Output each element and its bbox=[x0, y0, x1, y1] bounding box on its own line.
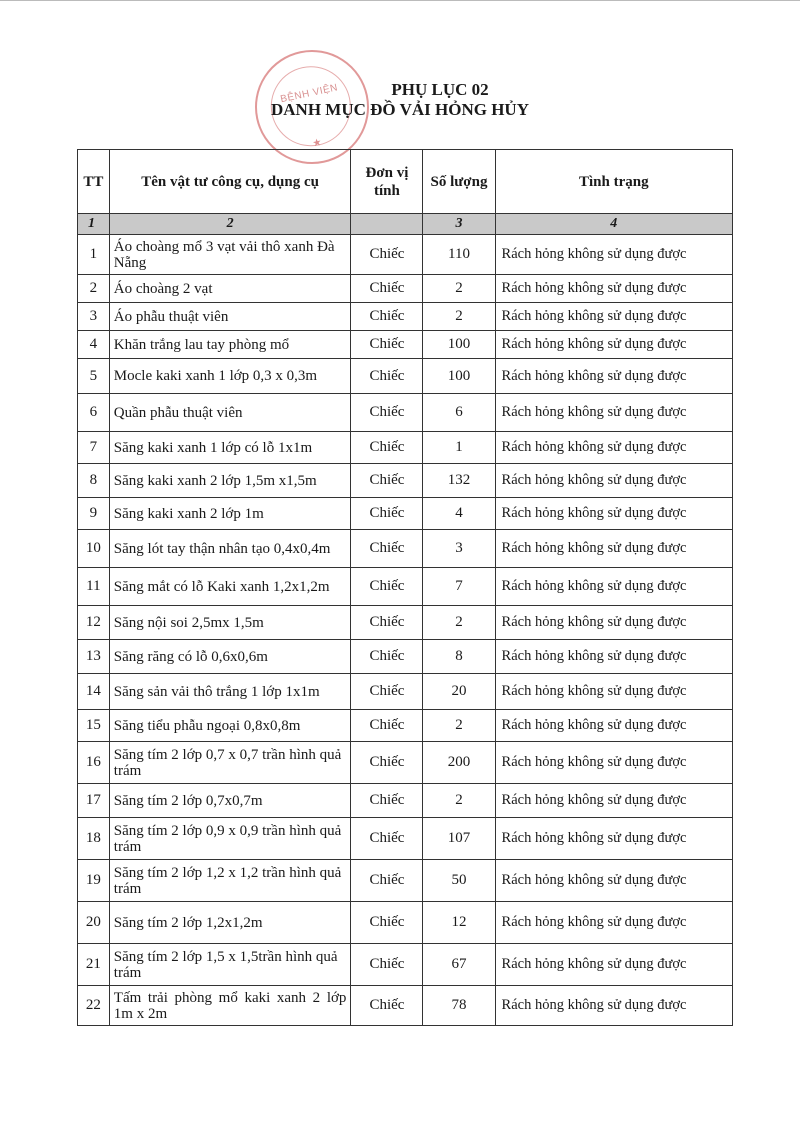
item-status: Rách hỏng không sử dụng được bbox=[495, 235, 732, 275]
row-number: 8 bbox=[78, 464, 110, 498]
item-name: Săng tím 2 lớp 0,7x0,7m bbox=[109, 784, 351, 818]
item-name: Săng lót tay thận nhân tạo 0,4x0,4m bbox=[109, 530, 351, 568]
item-name: Săng kaki xanh 1 lớp có lỗ 1x1m bbox=[109, 432, 351, 464]
item-status: Rách hỏng không sử dụng được bbox=[495, 986, 732, 1026]
scan-edge-line bbox=[0, 0, 800, 1]
table-row bbox=[78, 710, 733, 742]
table-row bbox=[78, 742, 733, 784]
item-name: Săng mắt có lỗ Kaki xanh 1,2x1,2m bbox=[109, 568, 351, 606]
item-quantity: 12 bbox=[423, 902, 495, 944]
item-name: Áo choàng 2 vạt bbox=[109, 275, 351, 303]
item-status: Rách hỏng không sử dụng được bbox=[495, 742, 732, 784]
item-name: Mocle kaki xanh 1 lớp 0,3 x 0,3m bbox=[109, 359, 351, 394]
list-title: DANH MỤC ĐỒ VẢI HỎNG HỦY bbox=[271, 100, 529, 119]
item-name: Quần phẫu thuật viên bbox=[109, 394, 351, 432]
header-unit: Đơn vị tính bbox=[351, 150, 423, 214]
table-body bbox=[78, 235, 733, 1026]
item-status: Rách hỏng không sử dụng được bbox=[495, 568, 732, 606]
item-unit: Chiếc bbox=[351, 606, 423, 640]
item-status: Rách hỏng không sử dụng được bbox=[495, 710, 732, 742]
row-number: 6 bbox=[78, 394, 110, 432]
item-status: Rách hỏng không sử dụng được bbox=[495, 674, 732, 710]
item-quantity: 2 bbox=[423, 710, 495, 742]
row-number: 9 bbox=[78, 498, 110, 530]
table-row bbox=[78, 303, 733, 331]
item-status: Rách hỏng không sử dụng được bbox=[495, 902, 732, 944]
item-status: Rách hỏng không sử dụng được bbox=[495, 530, 732, 568]
item-unit: Chiếc bbox=[351, 275, 423, 303]
item-quantity: 8 bbox=[423, 640, 495, 674]
item-quantity: 50 bbox=[423, 860, 495, 902]
item-unit: Chiếc bbox=[351, 986, 423, 1026]
items-table bbox=[77, 149, 733, 1026]
item-unit: Chiếc bbox=[351, 902, 423, 944]
row-number: 13 bbox=[78, 640, 110, 674]
item-name: Săng tím 2 lớp 0,9 x 0,9 trần hình quả trám bbox=[109, 818, 351, 860]
column-index-row bbox=[78, 214, 733, 235]
item-unit: Chiếc bbox=[351, 303, 423, 331]
row-number: 20 bbox=[78, 902, 110, 944]
table-row bbox=[78, 331, 733, 359]
item-quantity: 2 bbox=[423, 275, 495, 303]
item-quantity: 1 bbox=[423, 432, 495, 464]
item-status: Rách hỏng không sử dụng được bbox=[495, 784, 732, 818]
item-quantity: 6 bbox=[423, 394, 495, 432]
item-name: Áo phẫu thuật viên bbox=[109, 303, 351, 331]
row-number: 22 bbox=[78, 986, 110, 1026]
item-quantity: 107 bbox=[423, 818, 495, 860]
item-status: Rách hỏng không sử dụng được bbox=[495, 331, 732, 359]
item-unit: Chiếc bbox=[351, 432, 423, 464]
table-row bbox=[78, 860, 733, 902]
item-name: Săng tiểu phẫu ngoại 0,8x0,8m bbox=[109, 710, 351, 742]
table-row bbox=[78, 784, 733, 818]
row-number: 17 bbox=[78, 784, 110, 818]
item-status: Rách hỏng không sử dụng được bbox=[495, 860, 732, 902]
index-cell: 2 bbox=[109, 214, 351, 235]
header-name: Tên vật tư công cụ, dụng cụ bbox=[109, 150, 351, 214]
item-unit: Chiếc bbox=[351, 568, 423, 606]
item-unit: Chiếc bbox=[351, 784, 423, 818]
table-row bbox=[78, 902, 733, 944]
item-unit: Chiếc bbox=[351, 235, 423, 275]
item-quantity: 132 bbox=[423, 464, 495, 498]
item-unit: Chiếc bbox=[351, 359, 423, 394]
stamp-text: BỆNH VIỆN bbox=[279, 82, 339, 106]
document-title bbox=[0, 80, 800, 120]
item-quantity: 3 bbox=[423, 530, 495, 568]
table-row bbox=[78, 275, 733, 303]
row-number: 2 bbox=[78, 275, 110, 303]
table-row bbox=[78, 986, 733, 1026]
row-number: 16 bbox=[78, 742, 110, 784]
item-quantity: 100 bbox=[423, 359, 495, 394]
item-name: Săng kaki xanh 2 lớp 1m bbox=[109, 498, 351, 530]
item-name: Áo choàng mổ 3 vạt vải thô xanh Đà Nẵng bbox=[109, 235, 351, 275]
row-number: 5 bbox=[78, 359, 110, 394]
item-quantity: 2 bbox=[423, 784, 495, 818]
item-unit: Chiếc bbox=[351, 674, 423, 710]
row-number: 1 bbox=[78, 235, 110, 275]
header-tt: TT bbox=[78, 150, 110, 214]
item-name: Săng sản vải thô trắng 1 lớp 1x1m bbox=[109, 674, 351, 710]
item-status: Rách hỏng không sử dụng được bbox=[495, 498, 732, 530]
item-unit: Chiếc bbox=[351, 464, 423, 498]
item-quantity: 78 bbox=[423, 986, 495, 1026]
item-name: Khăn trắng lau tay phòng mổ bbox=[109, 331, 351, 359]
item-unit: Chiếc bbox=[351, 818, 423, 860]
item-unit: Chiếc bbox=[351, 331, 423, 359]
item-status: Rách hỏng không sử dụng được bbox=[495, 394, 732, 432]
item-quantity: 100 bbox=[423, 331, 495, 359]
item-unit: Chiếc bbox=[351, 710, 423, 742]
table-row bbox=[78, 464, 733, 498]
table-row bbox=[78, 359, 733, 394]
item-unit: Chiếc bbox=[351, 742, 423, 784]
item-status: Rách hỏng không sử dụng được bbox=[495, 359, 732, 394]
table-row bbox=[78, 606, 733, 640]
table-row bbox=[78, 674, 733, 710]
item-status: Rách hỏng không sử dụng được bbox=[495, 818, 732, 860]
table-row bbox=[78, 568, 733, 606]
table-header-row bbox=[78, 150, 733, 214]
item-unit: Chiếc bbox=[351, 944, 423, 986]
item-name: Săng nội soi 2,5mx 1,5m bbox=[109, 606, 351, 640]
item-quantity: 110 bbox=[423, 235, 495, 275]
header-qty: Số lượng bbox=[423, 150, 495, 214]
row-number: 7 bbox=[78, 432, 110, 464]
item-unit: Chiếc bbox=[351, 394, 423, 432]
item-quantity: 2 bbox=[423, 303, 495, 331]
item-quantity: 200 bbox=[423, 742, 495, 784]
table-row bbox=[78, 498, 733, 530]
item-quantity: 67 bbox=[423, 944, 495, 986]
table-row bbox=[78, 944, 733, 986]
row-number: 11 bbox=[78, 568, 110, 606]
row-number: 12 bbox=[78, 606, 110, 640]
table-row bbox=[78, 235, 733, 275]
index-cell: 3 bbox=[423, 214, 495, 235]
table-row bbox=[78, 818, 733, 860]
index-cell: 1 bbox=[78, 214, 110, 235]
row-number: 14 bbox=[78, 674, 110, 710]
item-name: Săng răng có lỗ 0,6x0,6m bbox=[109, 640, 351, 674]
item-unit: Chiếc bbox=[351, 498, 423, 530]
row-number: 21 bbox=[78, 944, 110, 986]
table-row bbox=[78, 640, 733, 674]
item-quantity: 7 bbox=[423, 568, 495, 606]
item-name: Săng tím 2 lớp 1,2x1,2m bbox=[109, 902, 351, 944]
row-number: 15 bbox=[78, 710, 110, 742]
index-cell: 4 bbox=[495, 214, 732, 235]
item-quantity: 4 bbox=[423, 498, 495, 530]
header-status: Tình trạng bbox=[495, 150, 732, 214]
table-row bbox=[78, 530, 733, 568]
item-name: Tấm trải phòng mổ kaki xanh 2 lớp 1m x 2m bbox=[109, 986, 351, 1026]
item-unit: Chiếc bbox=[351, 530, 423, 568]
table-row bbox=[78, 394, 733, 432]
item-name: Săng tím 2 lớp 0,7 x 0,7 trần hình quả trám bbox=[109, 742, 351, 784]
item-status: Rách hỏng không sử dụng được bbox=[495, 640, 732, 674]
item-name: Săng tím 2 lớp 1,5 x 1,5trần hình quả trám bbox=[109, 944, 351, 986]
appendix-label: PHỤ LỤC 02 bbox=[391, 80, 489, 99]
index-cell bbox=[351, 214, 423, 235]
item-status: Rách hỏng không sử dụng được bbox=[495, 606, 732, 640]
item-unit: Chiếc bbox=[351, 640, 423, 674]
row-number: 19 bbox=[78, 860, 110, 902]
row-number: 10 bbox=[78, 530, 110, 568]
item-name: Săng kaki xanh 2 lớp 1,5m x1,5m bbox=[109, 464, 351, 498]
row-number: 3 bbox=[78, 303, 110, 331]
item-unit: Chiếc bbox=[351, 860, 423, 902]
item-status: Rách hỏng không sử dụng được bbox=[495, 432, 732, 464]
stamp-star-icon: ★ bbox=[311, 136, 323, 150]
item-quantity: 20 bbox=[423, 674, 495, 710]
item-status: Rách hỏng không sử dụng được bbox=[495, 275, 732, 303]
item-name: Săng tím 2 lớp 1,2 x 1,2 trần hình quả trám bbox=[109, 860, 351, 902]
item-quantity: 2 bbox=[423, 606, 495, 640]
row-number: 18 bbox=[78, 818, 110, 860]
item-status: Rách hỏng không sử dụng được bbox=[495, 944, 732, 986]
table-row bbox=[78, 432, 733, 464]
item-status: Rách hỏng không sử dụng được bbox=[495, 464, 732, 498]
item-status: Rách hỏng không sử dụng được bbox=[495, 303, 732, 331]
row-number: 4 bbox=[78, 331, 110, 359]
